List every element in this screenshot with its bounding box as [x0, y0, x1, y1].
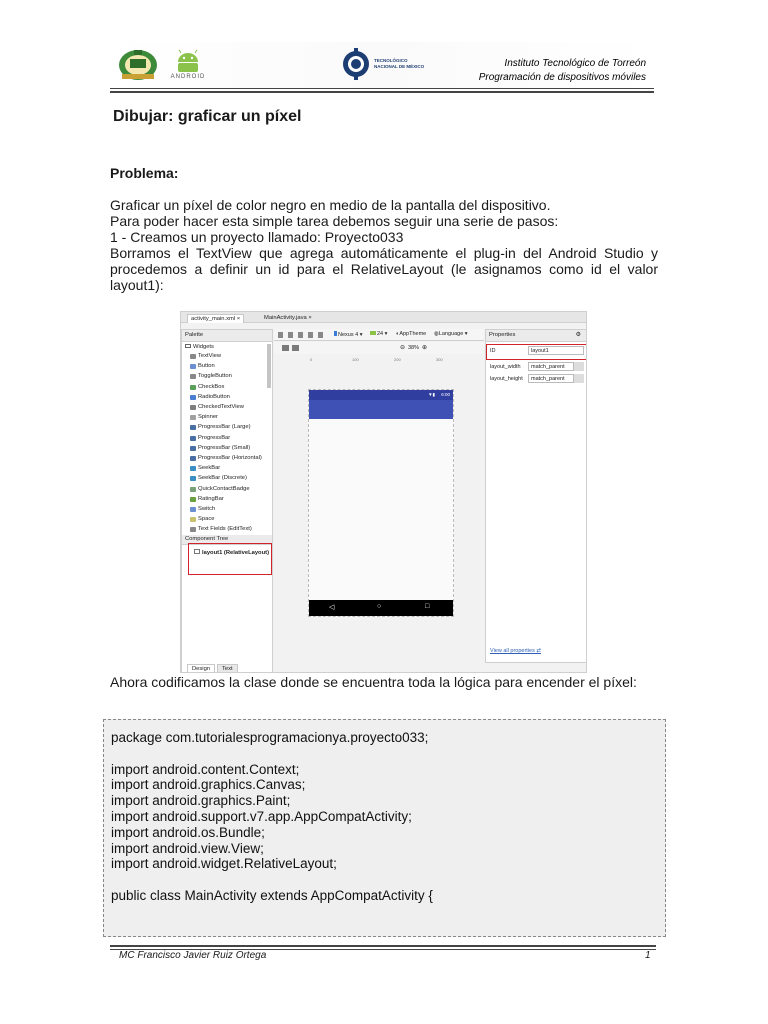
- palette-item-icon: [190, 415, 196, 420]
- status-bar: [309, 390, 453, 400]
- header-rule-thick: [110, 91, 654, 93]
- widgets-group-label: Widgets: [193, 344, 214, 350]
- properties-settings-icon[interactable]: ⚙: [575, 332, 581, 338]
- zoom-in-icon[interactable]: ⊕: [422, 345, 428, 351]
- properties-header: [486, 330, 587, 342]
- home-icon[interactable]: ○: [377, 603, 382, 610]
- android-logo: [168, 46, 208, 82]
- android-wordmark: ANDROID: [170, 74, 206, 80]
- palette-item[interactable]: Switch: [198, 506, 216, 512]
- tecnm-logo: [340, 46, 430, 82]
- palette-item[interactable]: Space: [198, 516, 215, 523]
- app-bar: [309, 400, 453, 419]
- palette-item[interactable]: RadioButton: [198, 393, 230, 400]
- palette-item-icon: [190, 507, 196, 512]
- palette-item-icon: [190, 374, 196, 379]
- paragraph-3: 1 - Creamos un proyecto llamado: Proyecto033: [110, 229, 404, 245]
- device-selector-label: Nexus 4 ▾: [338, 332, 363, 338]
- palette-item[interactable]: Spinner: [198, 414, 218, 421]
- paragraph-5: Ahora codificamos la clase donde se encuentra toda la lógica para encender el píxel:: [110, 674, 637, 690]
- institution-name: Instituto Tecnológico de Torreón: [504, 58, 646, 69]
- paragraph-1: Graficar un píxel de color negro en medio de la pantalla del dispositivo.: [110, 197, 551, 213]
- code-line: import android.support.v7.app.AppCompatActivity;: [111, 808, 412, 824]
- dropdown-arrow-icon[interactable]: [574, 362, 584, 371]
- footer-rule-thick: [110, 945, 656, 947]
- page-title: Dibujar: graficar un píxel: [113, 108, 302, 125]
- palette-item-icon: [190, 385, 196, 390]
- palette-item[interactable]: Text Fields (EditText): [198, 526, 252, 533]
- palette-item-icon: [190, 527, 196, 532]
- footer-author: MC Francisco Javier Ruiz Ortega: [119, 950, 267, 961]
- code-block: [103, 719, 666, 937]
- palette-scrollbar[interactable]: [267, 344, 271, 388]
- palette-item-icon: [190, 517, 196, 522]
- theme-icon: ◐: [396, 331, 400, 337]
- palette-item-icon: [190, 466, 196, 471]
- editor-tab-bar: [181, 312, 587, 323]
- palette-panel: [181, 329, 273, 673]
- theme-selector[interactable]: [396, 331, 426, 337]
- palette-item[interactable]: ProgressBar (Horizontal): [198, 455, 262, 461]
- code-line: package com.tutorialesprogramacionya.proyecto033;: [111, 730, 429, 745]
- paragraph-4: Borramos el TextView que agrega automáticamente el plug-in del Android Studio y procedemos a definir un id para el RelativeLayout (le asignamos como id el valor layout1):: [110, 245, 658, 293]
- palette-item[interactable]: QuickContactBadge: [198, 485, 250, 492]
- code-line: import android.content.Context;: [111, 761, 300, 777]
- ruler-tick: 100: [352, 357, 359, 362]
- android-small-icon: [370, 331, 376, 335]
- design-sub-toolbar: [274, 342, 484, 354]
- section-label: Problema:: [110, 165, 179, 181]
- widgets-group[interactable]: [185, 344, 214, 350]
- status-time: 6:00: [441, 392, 450, 397]
- tab-text[interactable]: Text: [217, 664, 238, 673]
- phone-frame: [308, 389, 454, 617]
- code-line: import android.graphics.Paint;: [111, 793, 291, 809]
- component-highlight-box: [188, 543, 272, 575]
- tab-activity-main[interactable]: activity_main.xml ×: [187, 314, 244, 323]
- recents-icon[interactable]: □: [425, 603, 430, 610]
- palette-item-icon: [190, 405, 196, 410]
- ide-screenshot: [180, 311, 587, 673]
- palette-item[interactable]: ProgressBar (Large): [198, 424, 251, 431]
- palette-item[interactable]: CheckedTextView: [198, 404, 244, 410]
- toggle-icons[interactable]: [282, 345, 300, 351]
- properties-title: Properties: [489, 332, 516, 338]
- itt-logo: [116, 46, 160, 82]
- palette-header: [182, 330, 272, 342]
- toolbar-icons-left[interactable]: [278, 332, 328, 338]
- property-key-layout-height: layout_height: [490, 376, 523, 382]
- language-selector[interactable]: [434, 331, 468, 337]
- component-tree-title: Component Tree: [185, 536, 229, 542]
- palette-item-icon: [190, 446, 196, 451]
- palette-item[interactable]: ProgressBar (Small): [198, 444, 251, 451]
- code-line: import android.graphics.Canvas;: [111, 777, 306, 793]
- back-icon[interactable]: ◁: [329, 604, 335, 611]
- palette-item-icon: [190, 456, 196, 461]
- language-selector-label: Language ▾: [438, 331, 468, 337]
- ruler-tick: 300: [436, 357, 443, 362]
- palette-item[interactable]: CheckBox: [198, 383, 225, 390]
- code-line: import android.os.Bundle;: [111, 824, 265, 840]
- property-key-id: ID: [490, 348, 496, 354]
- zoom-out-icon[interactable]: ⊖: [400, 345, 406, 351]
- palette-item-icon: [190, 476, 196, 481]
- status-bar-icons: ▼▮: [428, 392, 435, 397]
- phone-icon: [334, 331, 337, 336]
- palette-item-icon: [190, 425, 196, 430]
- property-row-layout-width: [486, 362, 587, 372]
- palette-item[interactable]: RatingBar: [198, 495, 224, 502]
- palette-item[interactable]: SeekBar (Discrete): [198, 475, 247, 482]
- properties-panel: [485, 329, 587, 663]
- api-selector-label: 24 ▾: [377, 331, 388, 337]
- palette-item-icon: [190, 487, 196, 492]
- tab-design[interactable]: Design: [187, 664, 215, 673]
- ruler-tick: 200: [394, 357, 401, 362]
- palette-title: Palette: [185, 332, 204, 338]
- tecnm-text: TECNOLÓGICO NACIONAL DE MÉXICO: [374, 58, 425, 69]
- code-line: import android.widget.RelativeLayout;: [111, 856, 337, 872]
- palette-item[interactable]: Button: [198, 363, 215, 370]
- code-line: [111, 746, 665, 762]
- palette-item-icon: [190, 354, 196, 359]
- code-line: public class MainActivity extends AppCompatActivity {: [111, 887, 433, 903]
- palette-item-icon: [190, 395, 196, 400]
- globe-icon: ◍: [434, 331, 439, 337]
- palette-item[interactable]: SeekBar: [198, 465, 221, 472]
- palette-item-icon: [190, 436, 196, 441]
- property-row-layout-height: [486, 374, 587, 384]
- ruler: [296, 357, 476, 363]
- id-highlight-box: [486, 344, 587, 360]
- device-selector[interactable]: [334, 331, 362, 338]
- theme-selector-label: AppTheme: [399, 331, 427, 337]
- dropdown-arrow-icon[interactable]: [574, 374, 584, 383]
- palette-item-icon: [190, 497, 196, 502]
- property-id-field[interactable]: layout1: [528, 346, 584, 355]
- view-all-properties-link[interactable]: View all properties ⇄: [490, 648, 541, 654]
- design-canvas: [274, 355, 484, 660]
- property-key-layout-width: layout_width: [490, 364, 521, 370]
- zoom-level: 38%: [408, 345, 420, 351]
- palette-item-icon: [190, 364, 196, 369]
- paragraph-2: Para poder hacer esta simple tarea debemos seguir una serie de pasos:: [110, 213, 559, 229]
- palette-item[interactable]: ToggleButton: [198, 373, 232, 380]
- course-name: Programación de dispositivos móviles: [478, 72, 646, 83]
- page-number: 1: [645, 950, 651, 961]
- tab-main-activity[interactable]: MainActivity.java ×: [264, 315, 312, 321]
- nav-bar: [309, 600, 453, 616]
- folder-icon: [185, 344, 191, 348]
- code-line: import android.view.View;: [111, 840, 264, 856]
- code-line: [111, 872, 665, 888]
- header-rule: [110, 88, 654, 89]
- layout-height-select[interactable]: match_parent: [528, 374, 574, 383]
- palette-item[interactable]: ProgressBar: [198, 434, 231, 441]
- component-tree-item-label: layout1 (RelativeLayout): [202, 550, 270, 556]
- api-selector[interactable]: [370, 331, 387, 337]
- palette-item[interactable]: TextView: [198, 353, 222, 359]
- layout-width-select[interactable]: match_parent: [528, 362, 574, 371]
- ruler-tick: 0: [310, 357, 313, 362]
- design-toolbar: [274, 329, 484, 341]
